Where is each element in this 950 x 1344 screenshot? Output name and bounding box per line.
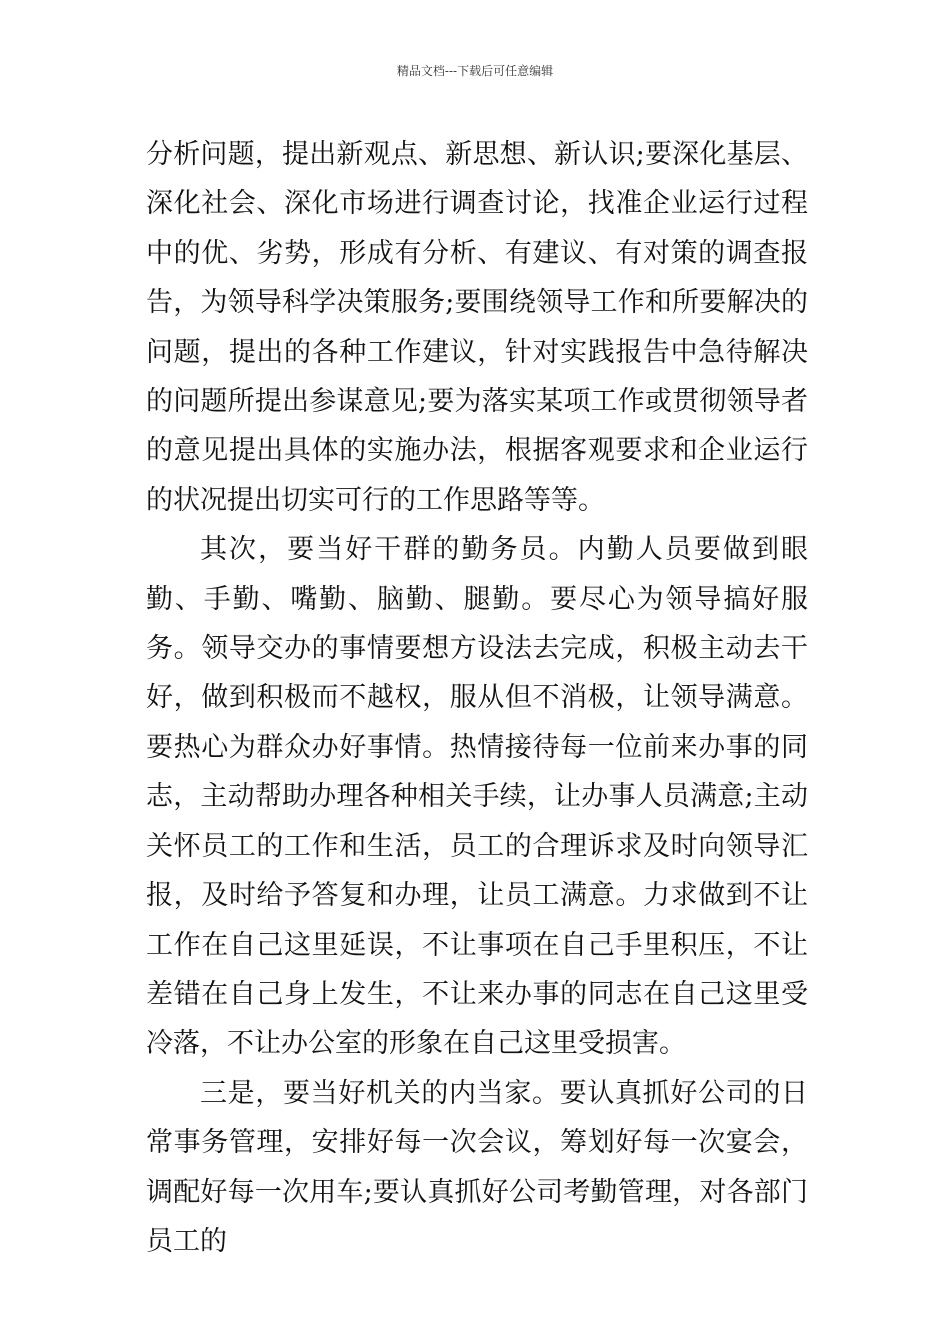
paragraph: 三是，要当好机关的内当家。要认真抓好公司的日常事务管理，安排好每一次会议，筹划好每一次宴会，调配好每一次用车;要认真抓好公司考勤管理，对各部门员工的: [146, 1077, 808, 1257]
document-body: [146, 130, 808, 1266]
paragraph: 分析问题，提出新观点、新思想、新认识;要深化基层、深化社会、深化市场进行调查讨论，找准企业运行过程中的优、劣势，形成有分析、有建议、有对策的调查报告，为领导科学决策服务;要围绕领导工作和所要解决的问题，提出的各种工作建议，针对实践报告中急待解决的问题所提出参谋意见;要为落实某项工作或贯彻领导者的意见提出具体的实施办法，根据客观要求和企业运行的状况提出切实可行的工作思路等等。: [146, 139, 808, 516]
page-header: 精品文档---下载后可任意编辑: [396, 64, 554, 78]
paragraph: 其次，要当好干群的勤务员。内勤人员要做到眼勤、手勤、嘴勤、脑勤、腿勤。要尽心为领导搞好服务。领导交办的事情要想方设法去完成，积极主动去干好，做到积极而不越权，服从但不消极，让领导满意。要热心为群众办好事情。热情接待每一位前来办事的同志，主动帮助办理各种相关手续，让办事人员满意;主动关怀员工的工作和生活，员工的合理诉求及时向领导汇报，及时给予答复和办理，让员工满意。力求做到不让工作在自己这里延误，不让事项在自己手里积压，不让差错在自己身上发生，不让来办事的同志在自己这里受冷落，不让办公室的形象在自己这里受损害。: [146, 534, 808, 1060]
